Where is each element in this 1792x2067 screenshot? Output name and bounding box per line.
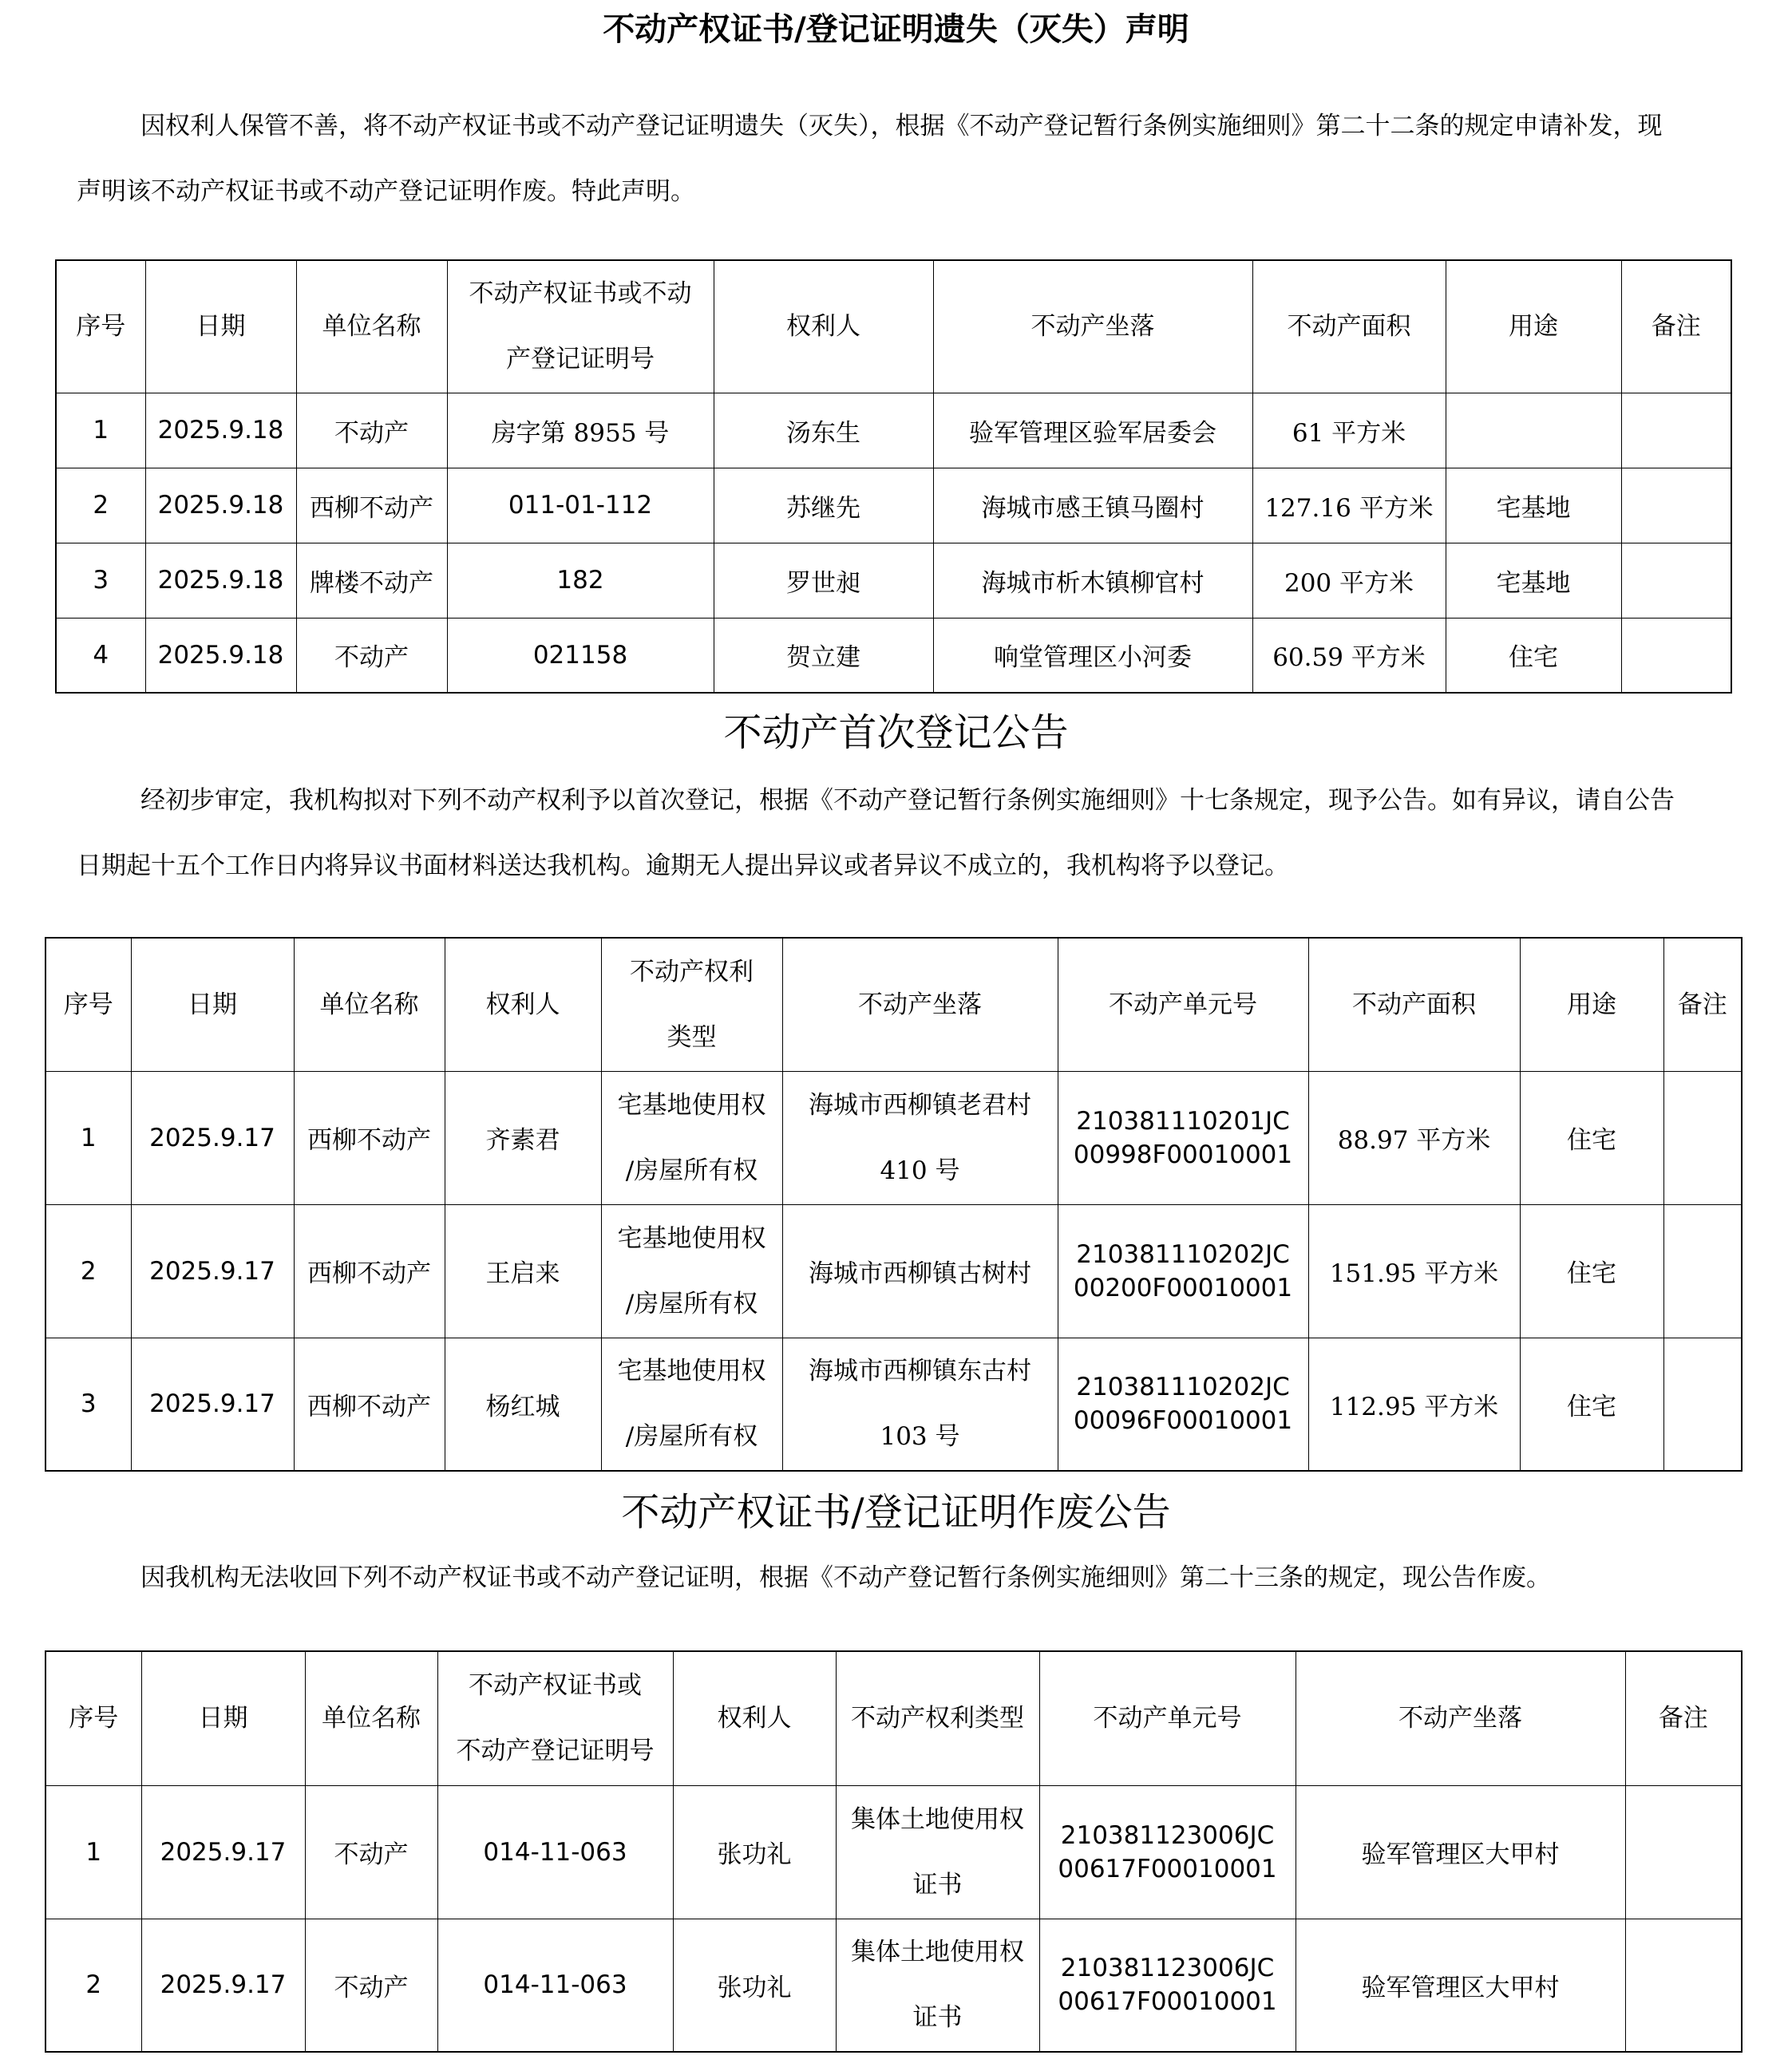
header-unit: 单位名称 bbox=[296, 260, 447, 393]
cell-cert-no: 021158 bbox=[447, 618, 714, 693]
cell-index: 2 bbox=[45, 1919, 141, 2052]
cell-cert-no: 房字第 8955 号 bbox=[447, 393, 714, 468]
cell-unit-no: 210381110201JC 00998F00010001 bbox=[1058, 1071, 1308, 1204]
header-unit: 单位名称 bbox=[305, 1651, 437, 1785]
cell-right-type: 集体土地使用权 证书 bbox=[836, 1919, 1039, 2052]
header-location: 不动产坐落 bbox=[1296, 1651, 1625, 1785]
cell-date: 2025.9.17 bbox=[131, 1071, 294, 1204]
cell-location: 海城市西柳镇古树村 bbox=[782, 1204, 1058, 1338]
cancellation-paragraph bbox=[77, 1545, 1551, 1611]
table-header-row bbox=[45, 1651, 1742, 1785]
cell-index: 4 bbox=[56, 618, 145, 693]
cell-area: 88.97 平方米 bbox=[1308, 1071, 1520, 1204]
cell-area: 60.59 平方米 bbox=[1252, 618, 1446, 693]
table-row bbox=[56, 393, 1731, 468]
cell-unit: 不动产 bbox=[305, 1785, 437, 1919]
first-registration-title: 不动产首次登记公告 bbox=[723, 710, 1069, 755]
cell-unit: 西柳不动产 bbox=[294, 1338, 445, 1471]
cell-area: 112.95 平方米 bbox=[1308, 1338, 1520, 1471]
cell-right-type: 宅基地使用权 /房屋所有权 bbox=[601, 1204, 782, 1338]
cell-holder: 张功礼 bbox=[673, 1785, 836, 1919]
cell-location: 海城市西柳镇老君村 410 号 bbox=[782, 1071, 1058, 1204]
cell-date: 2025.9.17 bbox=[131, 1204, 294, 1338]
cell-remarks bbox=[1625, 1785, 1742, 1919]
cell-index: 2 bbox=[56, 468, 145, 543]
cancellation-title: 不动产权证书/登记证明作废公告 bbox=[621, 1490, 1171, 1535]
header-area: 不动产面积 bbox=[1308, 938, 1520, 1071]
cell-unit: 不动产 bbox=[296, 393, 447, 468]
cell-cert-no: 014-11-063 bbox=[437, 1785, 673, 1919]
cell-location: 验军管理区大甲村 bbox=[1296, 1919, 1625, 2052]
cell-date: 2025.9.17 bbox=[131, 1338, 294, 1471]
header-index: 序号 bbox=[56, 260, 145, 393]
cell-usage: 住宅 bbox=[1446, 618, 1621, 693]
cell-usage: 住宅 bbox=[1520, 1071, 1663, 1204]
cell-right-type: 宅基地使用权 /房屋所有权 bbox=[601, 1071, 782, 1204]
cell-date: 2025.9.18 bbox=[145, 543, 296, 618]
cell-location: 海城市感王镇马圈村 bbox=[933, 468, 1252, 543]
header-unit-no: 不动产单元号 bbox=[1039, 1651, 1296, 1785]
cell-unit: 西柳不动产 bbox=[296, 468, 447, 543]
cell-area: 151.95 平方米 bbox=[1308, 1204, 1520, 1338]
cell-index: 2 bbox=[45, 1204, 131, 1338]
header-unit: 单位名称 bbox=[294, 938, 445, 1071]
cell-date: 2025.9.17 bbox=[141, 1919, 305, 2052]
cell-date: 2025.9.17 bbox=[141, 1785, 305, 1919]
header-unit-no: 不动产单元号 bbox=[1058, 938, 1308, 1071]
header-remarks: 备注 bbox=[1663, 938, 1742, 1071]
cell-remarks bbox=[1625, 1919, 1742, 2052]
cell-area: 127.16 平方米 bbox=[1252, 468, 1446, 543]
cell-area: 61 平方米 bbox=[1252, 393, 1446, 468]
cell-remarks bbox=[1621, 468, 1731, 543]
cell-index: 1 bbox=[45, 1071, 131, 1204]
paragraph-line: 声明该不动产权证书或不动产登记证明作废。特此声明。 bbox=[77, 177, 695, 206]
first-registration-table bbox=[45, 937, 1743, 1472]
header-index: 序号 bbox=[45, 1651, 141, 1785]
header-usage: 用途 bbox=[1446, 260, 1621, 393]
cell-cert-no: 014-11-063 bbox=[437, 1919, 673, 2052]
cell-remarks bbox=[1663, 1338, 1742, 1471]
cancellation-table bbox=[45, 1650, 1743, 2053]
cell-holder: 王启来 bbox=[445, 1204, 601, 1338]
header-holder: 权利人 bbox=[673, 1651, 836, 1785]
cell-date: 2025.9.18 bbox=[145, 468, 296, 543]
cell-holder: 汤东生 bbox=[714, 393, 933, 468]
cell-unit: 不动产 bbox=[296, 618, 447, 693]
table-row bbox=[45, 1919, 1742, 2052]
cell-index: 3 bbox=[45, 1338, 131, 1471]
cell-right-type: 宅基地使用权 /房屋所有权 bbox=[601, 1338, 782, 1471]
header-date: 日期 bbox=[141, 1651, 305, 1785]
cell-unit: 西柳不动产 bbox=[294, 1071, 445, 1204]
loss-declaration-title: 不动产权证书/登记证明遗失（灭失）声明 bbox=[603, 11, 1189, 48]
cell-cert-no: 182 bbox=[447, 543, 714, 618]
cell-remarks bbox=[1663, 1204, 1742, 1338]
cell-remarks bbox=[1663, 1071, 1742, 1204]
table-row bbox=[56, 468, 1731, 543]
loss-declaration-paragraph bbox=[77, 93, 1663, 224]
cell-usage: 住宅 bbox=[1520, 1338, 1663, 1471]
cell-unit-no: 210381123006JC 00617F00010001 bbox=[1039, 1785, 1296, 1919]
cell-index: 3 bbox=[56, 543, 145, 618]
cell-usage: 宅基地 bbox=[1446, 543, 1621, 618]
cell-remarks bbox=[1621, 618, 1731, 693]
header-location: 不动产坐落 bbox=[782, 938, 1058, 1071]
header-cert-no: 不动产权证书或 不动产登记证明号 bbox=[437, 1651, 673, 1785]
cell-holder: 张功礼 bbox=[673, 1919, 836, 2052]
table-row bbox=[56, 618, 1731, 693]
header-usage: 用途 bbox=[1520, 938, 1663, 1071]
header-holder: 权利人 bbox=[714, 260, 933, 393]
cell-location: 海城市西柳镇东古村 103 号 bbox=[782, 1338, 1058, 1471]
cell-usage bbox=[1446, 393, 1621, 468]
cell-unit-no: 210381123006JC 00617F00010001 bbox=[1039, 1919, 1296, 2052]
cell-unit: 不动产 bbox=[305, 1919, 437, 2052]
table-header-row bbox=[45, 938, 1742, 1071]
cell-location: 验军管理区大甲村 bbox=[1296, 1785, 1625, 1919]
first-registration-paragraph bbox=[77, 768, 1675, 899]
cell-remarks bbox=[1621, 393, 1731, 468]
cell-usage: 住宅 bbox=[1520, 1204, 1663, 1338]
header-holder: 权利人 bbox=[445, 938, 601, 1071]
table-row bbox=[45, 1338, 1742, 1471]
table-header-row bbox=[56, 260, 1731, 393]
cell-index: 1 bbox=[45, 1785, 141, 1919]
cell-index: 1 bbox=[56, 393, 145, 468]
header-date: 日期 bbox=[131, 938, 294, 1071]
header-right-type: 不动产权利类型 bbox=[836, 1651, 1039, 1785]
paragraph-line: 因我机构无法收回下列不动产权证书或不动产登记证明，根据《不动产登记暂行条例实施细则》第二十三条的规定，现公告作废。 bbox=[140, 1563, 1551, 1592]
paragraph-line: 因权利人保管不善，将不动产权证书或不动产登记证明遗失（灭失），根据《不动产登记暂行条例实施细则》第二十二条的规定申请补发，现 bbox=[140, 112, 1663, 140]
cell-holder: 罗世昶 bbox=[714, 543, 933, 618]
cell-holder: 齐素君 bbox=[445, 1071, 601, 1204]
table-row bbox=[45, 1204, 1742, 1338]
cell-unit: 牌楼不动产 bbox=[296, 543, 447, 618]
header-area: 不动产面积 bbox=[1252, 260, 1446, 393]
cell-holder: 杨红城 bbox=[445, 1338, 601, 1471]
header-remarks: 备注 bbox=[1625, 1651, 1742, 1785]
cell-location: 海城市析木镇柳官村 bbox=[933, 543, 1252, 618]
cell-holder: 苏继先 bbox=[714, 468, 933, 543]
cell-holder: 贺立建 bbox=[714, 618, 933, 693]
table-row bbox=[56, 543, 1731, 618]
table-row bbox=[45, 1071, 1742, 1204]
table-row bbox=[45, 1785, 1742, 1919]
cell-remarks bbox=[1621, 543, 1731, 618]
cell-right-type: 集体土地使用权 证书 bbox=[836, 1785, 1039, 1919]
cell-unit-no: 210381110202JC 00200F00010001 bbox=[1058, 1204, 1308, 1338]
loss-declaration-table bbox=[55, 259, 1732, 694]
paragraph-line: 经初步审定，我机构拟对下列不动产权利予以首次登记，根据《不动产登记暂行条例实施细则》十七条规定，现予公告。如有异议，请自公告 bbox=[140, 786, 1675, 815]
cell-date: 2025.9.18 bbox=[145, 393, 296, 468]
header-remarks: 备注 bbox=[1621, 260, 1731, 393]
header-date: 日期 bbox=[145, 260, 296, 393]
cell-cert-no: 011-01-112 bbox=[447, 468, 714, 543]
header-location: 不动产坐落 bbox=[933, 260, 1252, 393]
cell-location: 响堂管理区小河委 bbox=[933, 618, 1252, 693]
header-index: 序号 bbox=[45, 938, 131, 1071]
cell-date: 2025.9.18 bbox=[145, 618, 296, 693]
cell-usage: 宅基地 bbox=[1446, 468, 1621, 543]
cell-unit-no: 210381110202JC 00096F00010001 bbox=[1058, 1338, 1308, 1471]
cell-unit: 西柳不动产 bbox=[294, 1204, 445, 1338]
cell-area: 200 平方米 bbox=[1252, 543, 1446, 618]
cell-location: 验军管理区验军居委会 bbox=[933, 393, 1252, 468]
header-right-type: 不动产权利 类型 bbox=[601, 938, 782, 1071]
header-cert-no: 不动产权证书或不动 产登记证明号 bbox=[447, 260, 714, 393]
paragraph-line: 日期起十五个工作日内将异议书面材料送达我机构。逾期无人提出异议或者异议不成立的，我机构将予以登记。 bbox=[77, 852, 1289, 880]
